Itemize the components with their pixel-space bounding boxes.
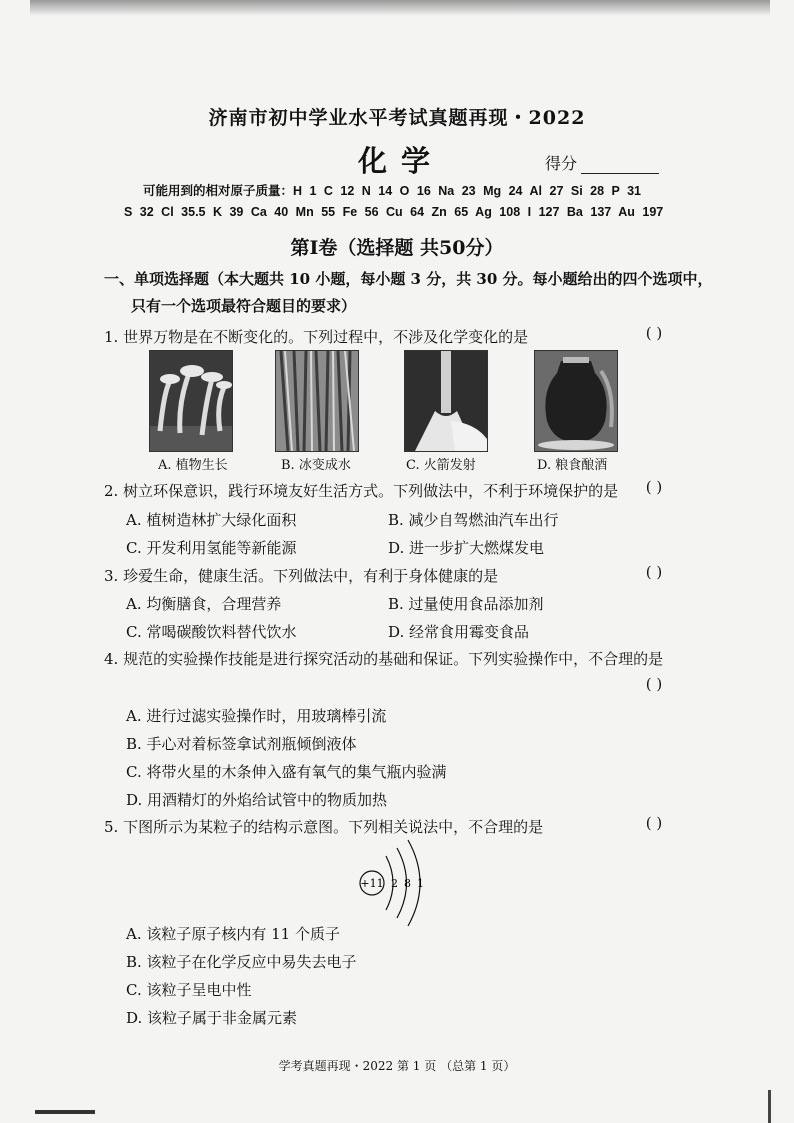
question-4-stem: 4. 规范的实验操作技能是进行探究活动的基础和保证。下列实验操作中，不合理的是 [104, 650, 664, 668]
shell-1-electrons: 2 [391, 877, 398, 890]
scan-edge-right [768, 1090, 771, 1123]
q5-option-d: D. 该粒子属于非金属元素 [126, 1009, 298, 1027]
q1-option-d: D. 粮食酿酒 [537, 458, 608, 473]
question-3-answer-paren: ( ) [645, 563, 663, 581]
score-blank [581, 159, 659, 174]
subject-title: 化学 [358, 144, 445, 178]
shell-3-electrons: 1 [417, 877, 424, 890]
question-4-answer-paren: ( ) [645, 675, 663, 693]
q3-option-a: A. 均衡膳食，合理营养 [126, 595, 282, 613]
q5-option-a: A. 该粒子原子核内有 11 个质子 [126, 925, 340, 943]
q4-option-d: D. 用酒精灯的外焰给试管中的物质加热 [126, 791, 388, 809]
q2-option-a: A. 植树造林扩大绿化面积 [126, 511, 297, 529]
atomic-masses-line-1: 可能用到的相对原子质量：H 1 C 12 N 14 O 16 Na 23 Mg 24 Al 27 Si 28 P 31 [143, 184, 642, 198]
atomic-structure-diagram [356, 838, 466, 928]
q2-option-d: D. 进一步扩大燃煤发电 [388, 539, 545, 557]
part-heading-cont: 只有一个选项最符合题目的要求） [131, 297, 357, 315]
question-3-stem: 3. 珍爱生命，健康生活。下列做法中，有利于身体健康的是 [104, 567, 499, 585]
q3-option-d: D. 经常食用霉变食品 [388, 623, 530, 641]
nucleus-charge: +11 [360, 877, 384, 890]
question-1-stem: 1. 世界万物是在不断变化的。下列过程中，不涉及化学变化的是 [104, 328, 529, 346]
q5-option-c: C. 该粒子呈电中性 [126, 981, 252, 999]
page-title: 济南市初中学业水平考试真题再现・2022 [208, 107, 586, 129]
q4-option-b: B. 手心对着标签拿试剂瓶倾倒液体 [126, 735, 357, 753]
part-heading: 一、单项选择题（本大题共 10 小题，每小题 3 分，共 30 分。每小题给出的四个选项中， [104, 270, 713, 288]
question-5-answer-paren: ( ) [645, 814, 663, 832]
atomic-masses-line-2: S 32 Cl 35.5 K 39 Ca 40 Mn 55 Fe 56 Cu 64 Zn 65 Ag 108 I 127 Ba 137 Au 197 [124, 205, 664, 219]
plant-growth-photo [149, 350, 233, 452]
question-2-stem: 2. 树立环保意识，践行环境友好生活方式。下列做法中，不利于环境保护的是 [104, 482, 619, 500]
score-label: 得分 [545, 154, 578, 173]
q1-option-a: A. 植物生长 [158, 458, 228, 473]
page-footer: 学考真题再现・2022 第 1 页 （总第 1 页） [278, 1059, 516, 1073]
q4-option-c: C. 将带火星的木条伸入盛有氧气的集气瓶内验满 [126, 763, 447, 781]
question-5-stem: 5. 下图所示为某粒子的结构示意图。下列相关说法中，不合理的是 [104, 818, 544, 836]
grain-wine-photo [534, 350, 618, 452]
q1-option-b: B. 冰变成水 [281, 458, 351, 473]
q4-option-a: A. 进行过滤实验操作时，用玻璃棒引流 [126, 707, 387, 725]
ice-melting-photo [275, 350, 359, 452]
scan-edge-bottom [35, 1110, 95, 1114]
q2-option-c: C. 开发利用氢能等新能源 [126, 539, 297, 557]
score-field [545, 151, 659, 174]
q5-option-b: B. 该粒子在化学反应中易失去电子 [126, 953, 357, 971]
shell-2-electrons: 8 [404, 877, 411, 890]
rocket-launch-photo [404, 350, 488, 452]
q1-option-c: C. 火箭发射 [406, 458, 476, 473]
q3-option-b: B. 过量使用食品添加剂 [388, 595, 544, 613]
question-1-answer-paren: ( ) [645, 324, 663, 342]
q2-option-b: B. 减少自驾燃油汽车出行 [388, 511, 559, 529]
scan-edge-top [30, 0, 770, 16]
section-title: 第Ⅰ卷（选择题 共50分） [290, 237, 504, 259]
q3-option-c: C. 常喝碳酸饮料替代饮水 [126, 623, 297, 641]
question-2-answer-paren: ( ) [645, 478, 663, 496]
